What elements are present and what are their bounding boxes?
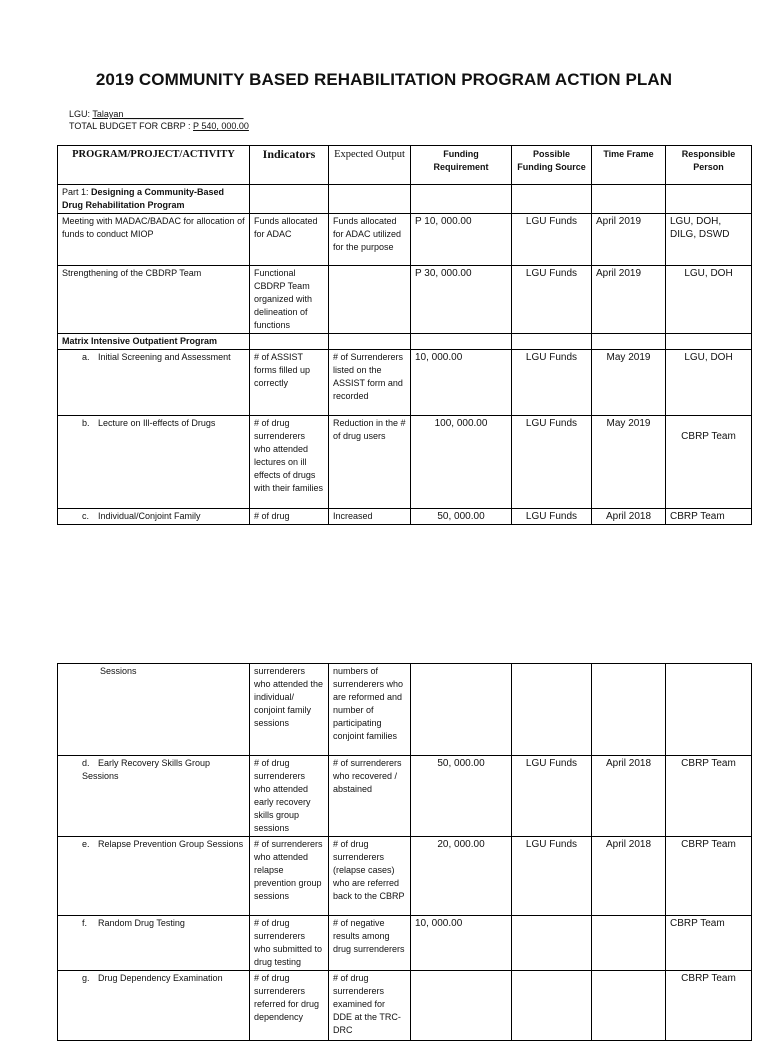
indicator-cell: Functional CBDRP Team organized with delineation of functions <box>250 266 329 334</box>
table-row <box>58 756 752 837</box>
table-row <box>58 266 752 334</box>
responsible-cell: LGU, DOH <box>666 350 752 416</box>
table-row <box>58 837 752 916</box>
funding-cell: 10, 000.00 <box>411 350 512 416</box>
header-row <box>58 146 752 185</box>
source-cell <box>512 916 592 971</box>
part1-row <box>58 185 752 214</box>
table-row <box>58 509 752 525</box>
source-cell: LGU Funds <box>512 214 592 266</box>
source-cell <box>512 971 592 1041</box>
output-cell: Reduction in the # of drug users <box>329 416 411 509</box>
table-row <box>58 214 752 266</box>
activity-cell <box>58 416 250 509</box>
activity-text: Individual/Conjoint Family <box>98 511 201 521</box>
activity-cell <box>58 509 250 525</box>
item-number: e. <box>82 839 90 849</box>
output-cell: # of drug surrenderers (relapse cases) who are referred back to the CBRP <box>329 837 411 916</box>
indicator-cell: # of drug surrenderers who attended early recovery skills group sessions <box>250 756 329 837</box>
header-funding-source: Possible Funding Source <box>512 146 592 185</box>
indicator-cell: # of drug <box>250 509 329 525</box>
budget-value: P 540, 000.00 <box>193 121 249 131</box>
time-cell: May 2019 <box>592 416 666 509</box>
table-row <box>58 664 752 756</box>
output-cell: # of drug surrenderers examined for DDE at the TRC-DRC <box>329 971 411 1041</box>
header-expected-output: Expected Output <box>329 146 411 185</box>
source-cell: LGU Funds <box>512 350 592 416</box>
responsible-text: CBRP Team <box>681 431 736 442</box>
output-cell: Funds allocated for ADAC utilized for the purpose <box>329 214 411 266</box>
responsible-cell: LGU, DOH, DILG, DSWD <box>666 214 752 266</box>
indicator-cell: surrenderers who attended the individual/ conjoint family sessions <box>250 664 329 756</box>
time-cell <box>592 971 666 1041</box>
funding-cell: 50, 000.00 <box>411 756 512 837</box>
responsible-cell: CBRP Team <box>666 916 752 971</box>
funding-cell: 20, 000.00 <box>411 837 512 916</box>
item-number: c. <box>82 511 90 521</box>
activity-cell <box>58 837 250 916</box>
indicator-cell: # of drug surrenderers referred for drug dependency <box>250 971 329 1041</box>
activity-cell <box>58 971 250 1041</box>
output-cell: # of Surrenderers listed on the ASSIST form and recorded <box>329 350 411 416</box>
time-cell: April 2018 <box>592 756 666 837</box>
time-cell <box>592 916 666 971</box>
item-number: g. <box>82 973 90 983</box>
indicator-cell: # of drug surrenderers who attended lectures on ill effects of drugs with their families <box>250 416 329 509</box>
budget-label: TOTAL BUDGET FOR CBRP : <box>69 121 194 131</box>
activity-text: Sessions <box>100 666 137 676</box>
output-cell: # of negative results among drug surrenderers <box>329 916 411 971</box>
activity-cell: Strengthening of the CBDRP Team <box>58 266 250 334</box>
budget-line <box>69 121 249 132</box>
action-plan-table-continued <box>57 663 752 1041</box>
funding-cell: P 30, 000.00 <box>411 266 512 334</box>
section-row <box>58 334 752 350</box>
part1-cell <box>58 185 250 214</box>
source-cell: LGU Funds <box>512 509 592 525</box>
activity-cell <box>58 350 250 416</box>
header-indicators: Indicators <box>250 146 329 185</box>
table-row <box>58 971 752 1041</box>
activity-text: Random Drug Testing <box>98 918 185 928</box>
funding-cell: 100, 000.00 <box>411 416 512 509</box>
table-row <box>58 916 752 971</box>
time-cell: April 2018 <box>592 837 666 916</box>
funding-cell: 50, 000.00 <box>411 509 512 525</box>
responsible-cell: CBRP Team <box>666 971 752 1041</box>
item-number: d. <box>82 758 90 768</box>
lgu-label: LGU: <box>69 109 93 119</box>
item-number: b. <box>82 418 90 428</box>
time-cell: April 2019 <box>592 266 666 334</box>
responsible-cell: LGU, DOH <box>666 266 752 334</box>
source-cell: LGU Funds <box>512 837 592 916</box>
activity-cell <box>58 756 250 837</box>
indicator-cell: # of surrenderers who attended relapse prevention group sessions <box>250 837 329 916</box>
lgu-line <box>69 109 244 120</box>
action-plan-table <box>57 145 752 525</box>
time-cell: May 2019 <box>592 350 666 416</box>
header-funding-requirement: Funding Requirement <box>411 146 512 185</box>
lgu-value: Talayan________________________ <box>92 109 244 119</box>
source-cell: LGU Funds <box>512 266 592 334</box>
output-cell: numbers of surrenderers who are reformed and number of participating conjoint families <box>329 664 411 756</box>
funding-cell: P 10, 000.00 <box>411 214 512 266</box>
table-row <box>58 350 752 416</box>
header-time-frame: Time Frame <box>592 146 666 185</box>
output-cell: Increased <box>329 509 411 525</box>
part1-title: Designing a Community-Based Drug Rehabilitation Program <box>62 187 225 210</box>
part1-prefix: Part 1: <box>62 187 92 197</box>
responsible-cell: CBRP Team <box>666 756 752 837</box>
item-number: f. <box>82 918 88 928</box>
output-cell: # of surrenderers who recovered / abstained <box>329 756 411 837</box>
activity-cell: Meeting with MADAC/BADAC for allocation of funds to conduct MIOP <box>58 214 250 266</box>
item-number: a. <box>82 352 90 362</box>
header-activity: PROGRAM/PROJECT/ACTIVITY <box>58 146 250 185</box>
activity-text: Relapse Prevention Group Sessions <box>98 839 244 849</box>
funding-cell <box>411 971 512 1041</box>
header-responsible-person: Responsible Person <box>666 146 752 185</box>
activity-text: Lecture on Ill-effects of Drugs <box>98 418 216 428</box>
activity-text: Drug Dependency Examination <box>98 973 223 983</box>
source-cell: LGU Funds <box>512 756 592 837</box>
document-title: 2019 COMMUNITY BASED REHABILITATION PROGRAM ACTION PLAN <box>95 70 673 89</box>
activity-text: Initial Screening and Assessment <box>98 352 231 362</box>
indicator-cell: # of drug surrenderers who submitted to drug testing <box>250 916 329 971</box>
activity-text: Early Recovery Skills Group Sessions <box>82 758 211 781</box>
responsible-cell: CBRP Team <box>666 837 752 916</box>
output-cell <box>329 266 411 334</box>
matrix-heading: Matrix Intensive Outpatient Program <box>58 334 250 350</box>
responsible-cell <box>666 416 752 509</box>
table-row <box>58 416 752 509</box>
time-cell: April 2018 <box>592 509 666 525</box>
source-cell: LGU Funds <box>512 416 592 509</box>
funding-cell: 10, 000.00 <box>411 916 512 971</box>
responsible-cell: CBRP Team <box>666 509 752 525</box>
indicator-cell: Funds allocated for ADAC <box>250 214 329 266</box>
time-cell: April 2019 <box>592 214 666 266</box>
indicator-cell: # of ASSIST forms filled up correctly <box>250 350 329 416</box>
activity-cell <box>58 664 250 756</box>
activity-cell <box>58 916 250 971</box>
